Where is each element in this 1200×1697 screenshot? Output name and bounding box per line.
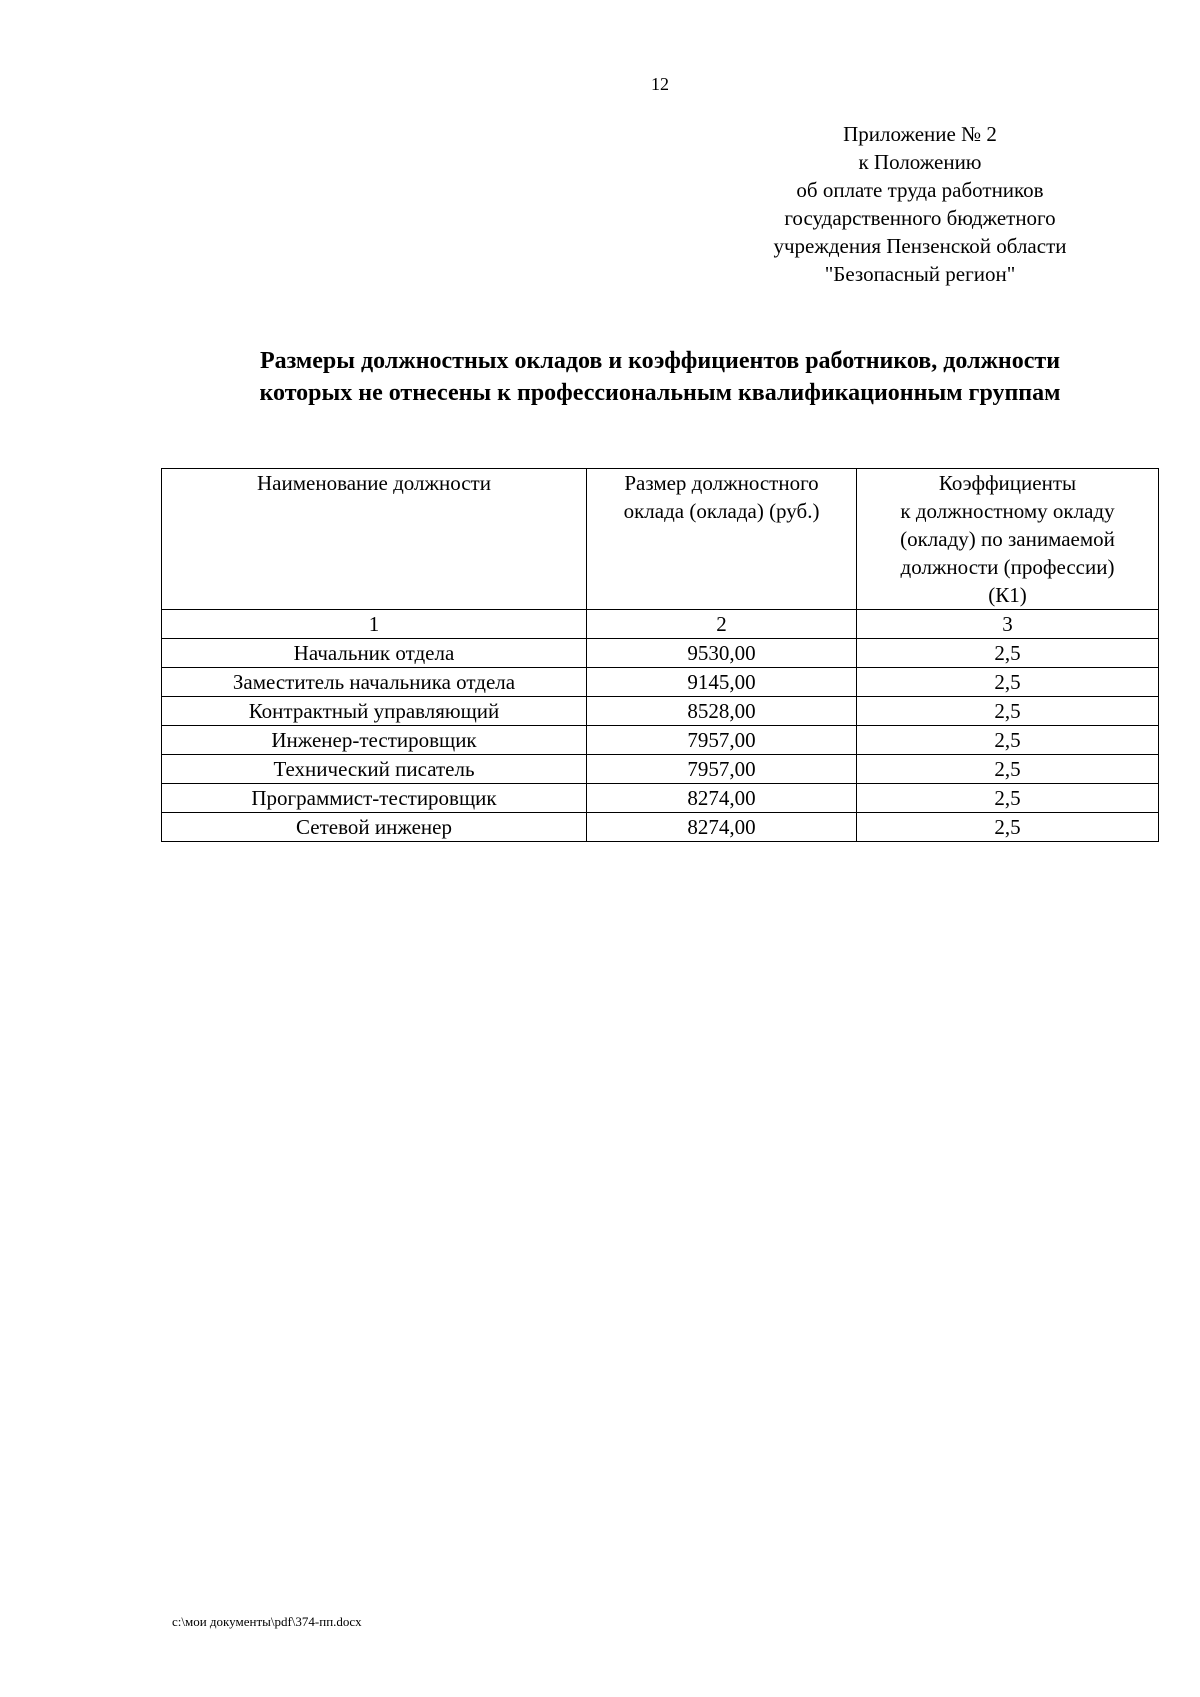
title-line: Размеры должностных окладов и коэффициентов работников, должности — [259, 348, 1061, 374]
appendix-line: Приложение № 2 — [843, 122, 997, 146]
salary-cell: 8274,00 — [587, 784, 857, 813]
salary-cell: 8274,00 — [587, 813, 857, 842]
position-cell: Программист-тестировщик — [162, 784, 587, 813]
table-header-row — [162, 469, 1159, 610]
position-cell: Инженер-тестировщик — [162, 726, 587, 755]
header-position-name: Наименование должности — [162, 469, 587, 610]
salary-cell: 9145,00 — [587, 668, 857, 697]
coefficient-cell: 2,5 — [857, 755, 1159, 784]
appendix-line: об оплате труда работников — [796, 178, 1044, 202]
position-cell: Заместитель начальника отдела — [162, 668, 587, 697]
table-row — [162, 697, 1159, 726]
table-row — [162, 784, 1159, 813]
salary-cell: 7957,00 — [587, 755, 857, 784]
appendix-line: к Положению — [858, 150, 982, 174]
salary-cell: 9530,00 — [587, 639, 857, 668]
file-path-footer: c:\мои документы\pdf\374-пп.docx — [172, 1614, 362, 1629]
coefficient-cell: 2,5 — [857, 813, 1159, 842]
coefficient-cell: 2,5 — [857, 784, 1159, 813]
position-cell: Сетевой инженер — [162, 813, 587, 842]
column-number: 2 — [587, 610, 857, 639]
page-number: 12 — [651, 74, 669, 94]
column-number: 3 — [857, 610, 1159, 639]
column-number: 1 — [162, 610, 587, 639]
table-row — [162, 668, 1159, 697]
appendix-line: "Безопасный регион" — [824, 262, 1016, 286]
header-salary: Размер должностного оклада (оклада) (руб.) — [587, 469, 857, 610]
salary-table — [161, 468, 1159, 842]
position-cell: Начальник отдела — [162, 639, 587, 668]
coefficient-cell: 2,5 — [857, 668, 1159, 697]
table-row — [162, 813, 1159, 842]
coefficient-cell: 2,5 — [857, 697, 1159, 726]
coefficient-cell: 2,5 — [857, 726, 1159, 755]
table-row — [162, 755, 1159, 784]
salary-cell: 7957,00 — [587, 726, 857, 755]
salary-cell: 8528,00 — [587, 697, 857, 726]
appendix-line: учреждения Пензенской области — [773, 234, 1067, 258]
column-number-row — [162, 610, 1159, 639]
appendix-line: государственного бюджетного — [784, 206, 1056, 230]
appendix-block — [700, 120, 1140, 288]
table-row — [162, 726, 1159, 755]
document-title — [160, 345, 1160, 409]
position-cell: Контрактный управляющий — [162, 697, 587, 726]
position-cell: Технический писатель — [162, 755, 587, 784]
coefficient-cell: 2,5 — [857, 639, 1159, 668]
title-line: которых не отнесены к профессиональным квалификационным группам — [259, 380, 1061, 406]
table-row — [162, 639, 1159, 668]
header-coefficient: Коэффициенты к должностному окладу (окладу) по занимаемой должности (профессии) (К1) — [857, 469, 1159, 610]
